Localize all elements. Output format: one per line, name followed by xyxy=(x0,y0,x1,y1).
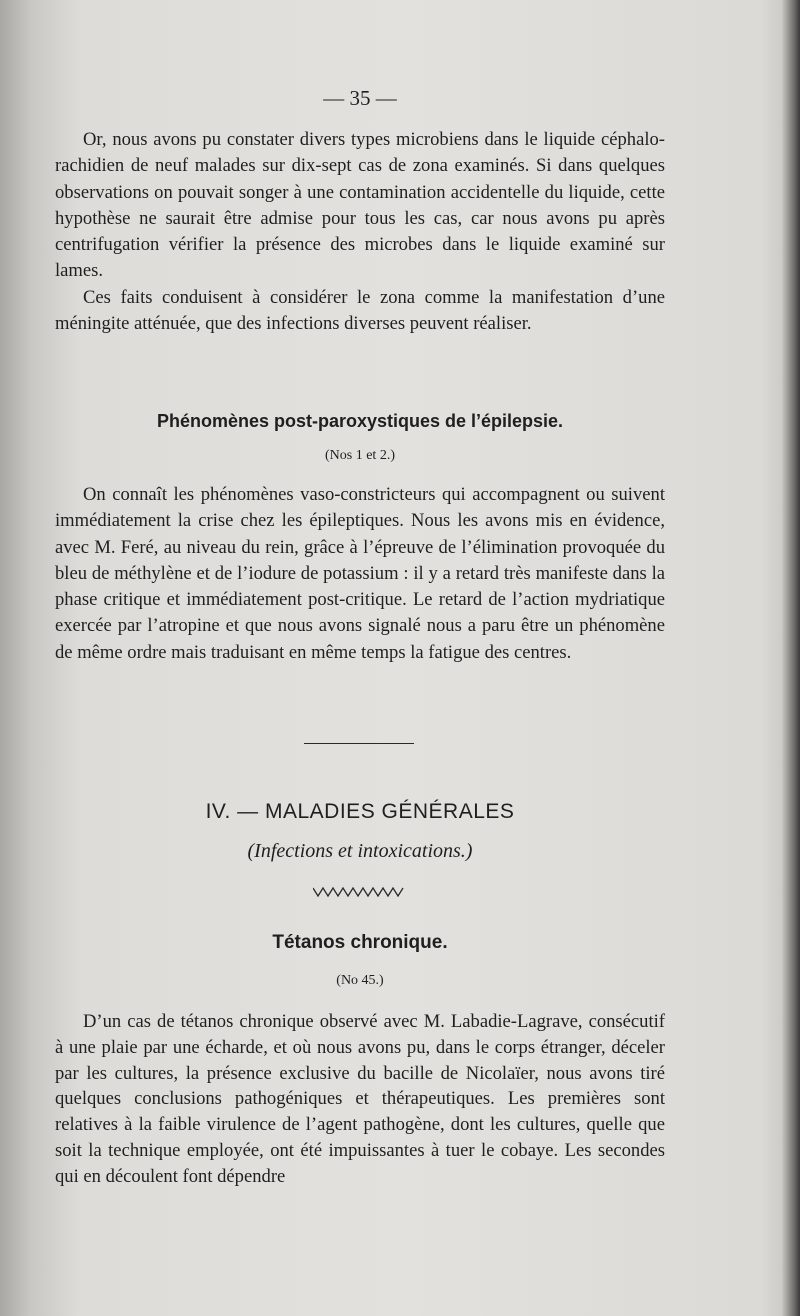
divider-rule xyxy=(304,743,414,744)
part-title: IV. — MALADIES GÉNÉRALES xyxy=(205,800,515,823)
paragraph: On connaît les phénomènes vaso-constricteurs qui accompagnent ou suivent immédiatement la crise chez les épileptiques. Nous les avons mis en évidence, avec M. Feré, au niveau du rein, grâce à l’épreuve de l’élimination provoquée du bleu de méthylène et de l’iodure de potassium : il y a retard très manifeste dans la phase critique et immédiatement post-critique. Le retard de l’action mydriatique exercée par l’atropine et que nous avons signalé nous a paru être un phénomène de même ordre mais traduisant en même temps la fatigue des centres. xyxy=(55,484,665,663)
section3-body xyxy=(55,1009,665,1190)
wave-ornament xyxy=(313,886,405,898)
part-subtitle: (Infections et intoxications.) xyxy=(247,840,473,862)
section-heading-tetanos: Tétanos chronique. xyxy=(272,932,448,953)
paragraph: Or, nous avons pu constater divers types microbiens dans le liquide céphalo-rachidien de neuf malades sur dix-sept cas de zona examinés. Si dans quelques observations on pouvait songer à une contamination accidentelle du liquide, cette hypothèse ne saurait être admise pour tous les cas, car nous avons pu après centrifugation vérifier la présence des microbes dans le liquide examiné sur lames. xyxy=(55,129,665,282)
paragraph: D’un cas de tétanos chronique observé avec M. Labadie-Lagrave, consécutif à une plaie par une écharde, et où nous avons pu, dans le corps étranger, déceler par les cultures, la présence exclusive du bacille de Nicolaïer, nous avons tiré quelques conclusions pathogéniques et thérapeutiques. Les premières sont relatives à la faible virulence de l’agent pathogène, dont les cultures, quelle que soit la technique employée, ont été impuissantes à tuer le cobaye. Les secondes qui en découlent font dépendre xyxy=(55,1011,665,1187)
section1-body xyxy=(55,127,665,337)
section2-body xyxy=(55,482,665,666)
page-edge-shadow xyxy=(782,0,800,1316)
section-heading-epilepsie: Phénomènes post-paroxystiques de l’épilepsie. xyxy=(156,411,564,431)
paragraph: Ces faits conduisent à considérer le zona comme la manifestation d’une méningite atténuée, que des infections diverses peuvent réaliser. xyxy=(55,286,665,335)
section-reference: (No 45.) xyxy=(336,973,384,988)
section-reference: (Nos 1 et 2.) xyxy=(325,448,395,463)
page-number: — 35 — xyxy=(323,86,397,110)
